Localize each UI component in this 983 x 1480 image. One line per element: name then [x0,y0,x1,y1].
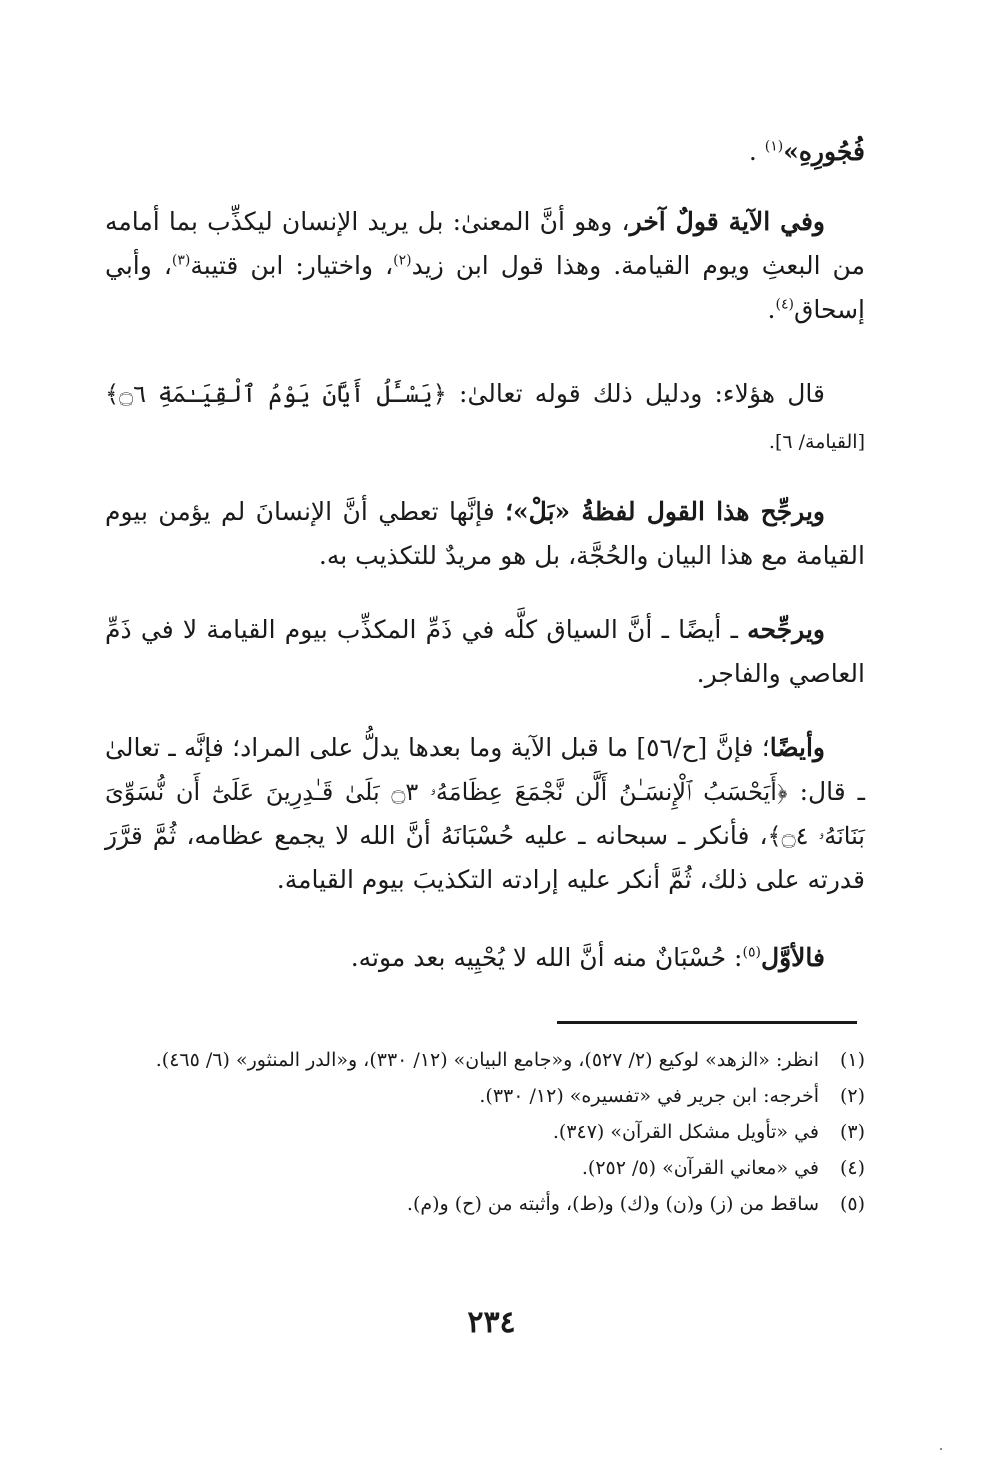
paragraph-6 [105,726,865,902]
footnote-text: ساقط من (ز) و(ن) و(ك) و(ط)، وأثبته من (ح) و(م). [406,1193,819,1215]
paragraph-7-text: : حُسْبَانٌ منه أنَّ الله لا يُحْيِيه بعد موته. [350,943,743,972]
paragraph-7 [105,936,865,980]
paragraph-2-lead: وفي الآية قولٌ آخر [629,207,826,236]
paragraph-6-lead: وأيضًا [769,733,825,762]
paragraph-5-lead: ويرجِّحه [747,615,825,644]
footnote-3 [85,1114,865,1150]
paragraph-1-text: فُجُورِهِ» [783,137,865,166]
quran-verse-2: ﴿أَيَحْسَبُ ٱلْإِنسَـٰنُ أَلَّن نَّجْمَعَ عِظَامَهُۥ ۝٣ بَلَىٰ قَـٰدِرِينَ عَلَىٰٓ أَن نُّسَوِّىَ بَنَانَهُۥ ۝٤﴾ [105,778,865,850]
page-number: ٢٣٤ [467,1305,516,1340]
paragraph-2-text-b: ، واختيار: ابن قتيبة [190,251,394,280]
footnote-number: (٤) [839,1157,865,1179]
footnote-number: (١) [839,1049,865,1071]
footnote-ref-4[interactable]: (٤) [775,296,794,313]
paragraph-3 [105,372,865,464]
footnotes-section [85,1042,865,1222]
footnote-ref-3[interactable]: (٣) [171,252,191,269]
footnote-number: (٢) [839,1085,865,1107]
paragraph-6-text-b: ، فأنكر ـ سبحانه ـ عليه حُسْبَانَهُ أنَّ الله لا يجمع عظامه، ثُمَّ قرَّرَ قدرته على ذلك، ثُمَّ أنكر عليه إرادته التكذيبَ بيوم القيامة. [105,821,865,894]
paragraph-6-text-a: ؛ فإنَّ [ح/٥٦] ما قبل الآية وما بعدها يدلُّ على المراد؛ فإنَّه ـ تعالىٰ ـ قال: [105,733,866,806]
footnote-ref-1[interactable]: (١) [764,138,784,155]
quran-verse-1: ﴿يَسْـَٔلُ أَيَّانَ يَوْمُ ٱلْقِيَـٰمَةِ ۝٦﴾ [105,380,447,408]
paragraph-1 [105,130,865,174]
paragraph-2-text-c: ، وأبي إسحاق [105,251,865,324]
paragraph-2-text-d: . [767,295,776,324]
footnote-number: (٥) [839,1193,865,1215]
paragraph-2-text-a: ، وهو أنَّ المعنىٰ: بل يريد الإنسان ليكذِّب بما أمامه من البعثِ ويوم القيامة. وهذا قول ابن زيد [105,207,865,280]
footnote-4 [85,1150,865,1186]
paragraph-1-tail: . [748,137,765,166]
paragraph-4-text: فإنَّها تعطي أنَّ الإنسانَ لم يؤمن بيوم القيامة مع هذا البيان والحُجَّة، بل هو مريدٌ للتكذيب به. [105,497,865,570]
paragraph-5 [105,608,865,696]
footnote-ref-5[interactable]: (٥) [742,944,761,961]
footnote-text: انظر: «الزهد» لوكيع (٢/ ٥٢٧)، و«جامع البيان» (١٢/ ٣٣٠)، و«الدر المنثور» (٦/ ٤٦٥). [155,1049,819,1071]
quran-citation-1: [القيامة/ ٦]. [768,431,865,453]
footnote-5 [85,1186,865,1222]
paragraph-4 [105,490,865,578]
footnote-text: أخرجه: ابن جرير في «تفسيره» (١٢/ ٣٣٠). [479,1085,819,1107]
scan-speck [940,1448,942,1450]
footnote-text: في «تأويل مشكل القرآن» (٣٤٧). [552,1121,819,1143]
footnote-divider [557,1021,857,1024]
paragraph-2 [105,200,865,332]
footnote-text: في «معاني القرآن» (٥/ ٢٥٢). [581,1157,819,1179]
footnote-ref-2[interactable]: (٢) [393,252,412,269]
paragraph-7-lead: فالأوَّل [760,943,825,972]
footnote-number: (٣) [839,1121,865,1143]
paragraph-5-text: ـ أيضًا ـ أنَّ السياق كلَّه في ذَمِّ المكذِّب بيوم القيامة لا في ذَمِّ العاصي والفاجر. [105,615,865,688]
footnote-2 [85,1078,865,1114]
paragraph-4-lead: ويرجِّح هذا القول لفظةُ «بَلْ»؛ [505,497,825,526]
footnote-1 [85,1042,865,1078]
paragraph-3-text: قال هؤلاء: ودليل ذلك قوله تعالىٰ: [446,379,826,408]
